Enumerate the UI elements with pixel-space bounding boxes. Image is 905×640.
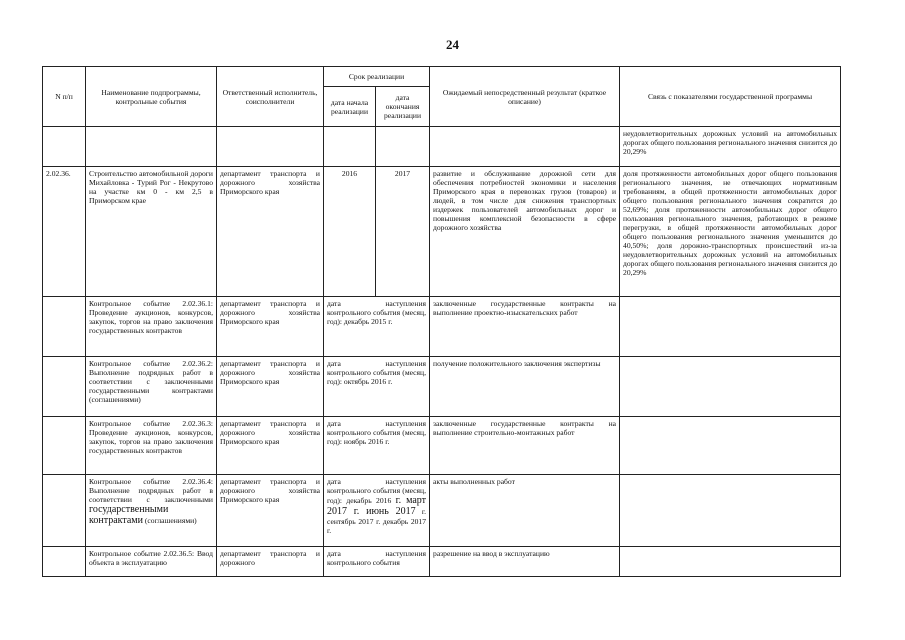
row-result: развитие и обслуживание дорожной сети для обеспечения потребностей экономики и населения Приморского края в перевозках грузов (товаров) и людей, в том числе для снижения транспортных издержек пользователей автомобильных дорог и повышения комплексной безопасности в сфере дорожного хозяйства <box>430 167 620 297</box>
event-executor: департамент транспорта и дорожного хозяйства Приморского края <box>217 357 324 417</box>
event-result: разрешение на ввод в эксплуатацию <box>430 547 620 577</box>
row-start: 2016 <box>324 167 376 297</box>
event-date: дата наступления контрольного события (месяц, год): октябрь 2016 г. <box>324 357 430 417</box>
page-number: 24 <box>446 37 459 52</box>
table-row <box>43 357 841 417</box>
header-link: Связь с показателями государственной программы <box>620 67 841 127</box>
event-name-part: государственными контрактами <box>89 504 169 526</box>
event-date <box>324 475 430 547</box>
row-end: 2017 <box>376 167 430 297</box>
event-executor: департамент транспорта и дорожного хозяйства Приморского края <box>217 297 324 357</box>
event-name-part: Контрольное событие 2.02.36.4: Выполнение подрядных работ в соответствии с заключенными <box>89 477 213 504</box>
header-name: Наименование подпрограммы, контрольные события <box>86 67 217 127</box>
event-executor: департамент транспорта и дорожного хозяйства Приморского края <box>217 417 324 475</box>
row-num: 2.02.36. <box>43 167 86 297</box>
event-executor: департамент транспорта и дорожного <box>217 547 324 577</box>
header-end: дата окончания реализации <box>376 87 430 127</box>
table-row <box>43 297 841 357</box>
header-period: Срок реализации <box>324 67 430 87</box>
event-name: Контрольное событие 2.02.36.2: Выполнение подрядных работ в соответствии с заключенными государственными контрактами (соглашениями) <box>86 357 217 417</box>
event-result: заключенные государственные контракты на выполнение проектно-изыскательских работ <box>430 297 620 357</box>
event-name: Контрольное событие 2.02.36.1: Проведение аукционов, конкурсов, закупок, торгов на право заключения государственных контрактов <box>86 297 217 357</box>
program-table <box>42 66 841 577</box>
continued-link-cell: неудовлетворительных дорожных условий на автомобильных дорогах общего пользования регионального значения снизится до 20,29% <box>620 127 841 167</box>
event-result: акты выполненных работ <box>430 475 620 547</box>
event-date: дата наступления контрольного события <box>324 547 430 577</box>
row-executor: департамент транспорта и дорожного хозяйства Приморского края <box>217 167 324 297</box>
header-start: дата начала реализации <box>324 87 376 127</box>
event-date: дата наступления контрольного события (месяц, год): декабрь 2015 г. <box>324 297 430 357</box>
row-name: Строительство автомобильной дороги Михайловка - Турий Рог - Некрутово на участке км 0 - км 2,5 в Приморском крае <box>86 167 217 297</box>
table-row <box>43 417 841 475</box>
table-row <box>43 475 841 547</box>
event-name-part: (соглашениями) <box>144 516 197 525</box>
table-row <box>43 167 841 297</box>
event-date-part: г. сентябрь 2017 г. декабрь 2017 г. <box>327 507 427 535</box>
event-result: получение положительного заключения экспертизы <box>430 357 620 417</box>
table-row <box>43 127 841 167</box>
table-row <box>43 547 841 577</box>
event-name: Контрольное событие 2.02.36.3: Проведение аукционов, конкурсов, закупок, торгов на право заключения государственных контрактов <box>86 417 217 475</box>
event-result: заключенные государственные контракты на выполнение строительно-монтажных работ <box>430 417 620 475</box>
event-name <box>86 475 217 547</box>
event-date: дата наступления контрольного события (месяц, год): ноябрь 2016 г. <box>324 417 430 475</box>
header-num: N п/п <box>43 67 86 127</box>
header-result: Ожидаемый непосредственный результат (краткое описание) <box>430 67 620 127</box>
event-name: Контрольное событие 2.02.36.5: Ввод объекта в эксплуатацию <box>86 547 217 577</box>
row-link: доля протяженности автомобильных дорог общего пользования регионального значения, не отвечающих нормативным требованиям, в общей протяженности автомобильных дорог общего пользования регионального значения сократится до 52,69%; доля протяженности автомобильных дорог общего пользования регионального значения, работающих в режиме перегрузки, в общей протяженности автомобильных дорог общего пользования регионального значения уменьшится до 40,50%; доля дорожно-транспортных происшествий из-за неудовлетворительных дорожных условий на автомобильных дорогах общего пользования регионального значения снизится до 20,29% <box>620 167 841 297</box>
event-date-part: г. март 2017 г. июнь 2017 <box>327 495 427 517</box>
header-executor: Ответственный исполнитель, соисполнители <box>217 67 324 127</box>
event-date-part: дата наступления контрольного события (месяц, год): декабрь 2016 <box>327 477 427 505</box>
event-executor: департамент транспорта и дорожного хозяйства Приморского края <box>217 475 324 547</box>
